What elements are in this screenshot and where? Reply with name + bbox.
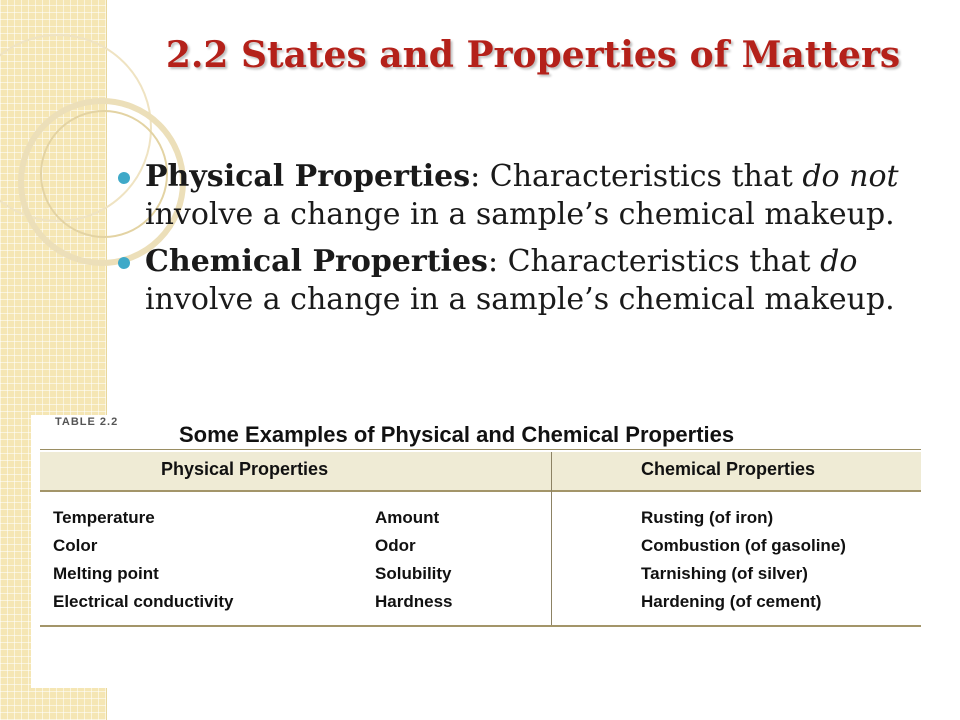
table-cell: Electrical conductivity [53,592,234,611]
table-title: Some Examples of Physical and Chemical Properties [179,422,735,447]
table-cell: Solubility [375,564,452,583]
table-cell: Hardness [375,592,453,611]
table-cell: Tarnishing (of silver) [641,564,808,583]
column-separator [551,452,552,625]
bullet-term: Chemical Properties [145,244,488,279]
bullet-emphasis: do not [802,159,899,194]
table-cell: Amount [375,508,440,527]
bullet-text: : Characteristics that [470,159,803,194]
table-rule [40,449,921,450]
chemical-properties-header: Chemical Properties [641,459,816,479]
bullet-dot-icon [118,172,130,184]
table-cell: Rusting (of iron) [641,508,774,527]
table-cell: Melting point [53,564,159,583]
slide-title: 2.2 States and Properties of Matters [165,34,901,76]
bullet-text: involve a change in a sample’s chemical makeup. [145,282,895,317]
bullet-dot-icon [118,257,130,269]
bullet-physical [118,158,938,234]
bullet-text: involve a change in a sample’s chemical makeup. [145,197,895,232]
table-rule [40,625,921,627]
bullet-chemical [118,243,938,319]
bullet-list [118,158,938,328]
table-label: TABLE 2.2 [55,416,119,428]
properties-table-image [31,415,921,688]
table-cell: Hardening (of cement) [641,592,822,611]
table-cell: Odor [375,536,416,555]
table-cell: Temperature [53,508,155,527]
table-cell: Combustion (of gasoline) [641,536,846,555]
bullet-term: Physical Properties [145,159,471,194]
bullet-emphasis: do [820,244,858,279]
table-cell: Color [53,536,98,555]
physical-properties-header: Physical Properties [161,459,329,479]
bullet-text: : Characteristics that [487,244,821,279]
